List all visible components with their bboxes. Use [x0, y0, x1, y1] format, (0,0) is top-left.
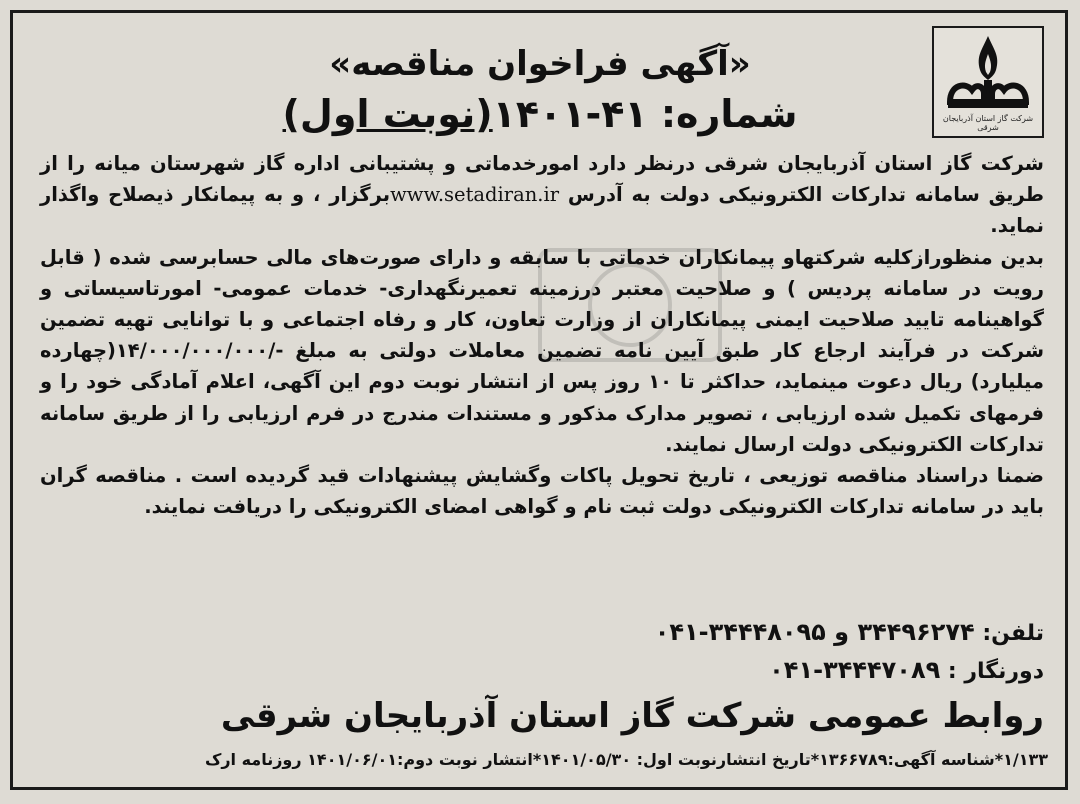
tender-round: (نوبت اول)	[282, 92, 493, 136]
paragraph-invitation: بدین منظورازکلیه شرکتهاو پیمانکاران خدماتی با سابقه و دارای صورت‌های مالی حسابرسی شده ( قابل رویت در سامانه پردیس ) و صلاحیت معتبر درزمینه تعمیرنگهداری- خدمات عمومی- امورتاسیساتی و گواهینامه تایید صلاحیت ایمنی پیمانکاران از وزارت تعاون، کار و رفاه اجتماعی و با توانایی تهیه تضمین شرکت در فرآیند ارجاع کار طبق آیین نامه تضمین معاملات دولتی به مبلغ -/۱۴/۰۰۰/۰۰۰/۰۰۰(چهارده میلیارد) ریال دعوت مینماید، حداکثر تا ۱۰ روز پس از انتشار نوبت دوم این آگهی، اعلام آمادگی خود را و فرمهای تکمیل شده ارزیابی ، تصویر مدارک مذکور و مستندات مندرج در فرم ارزیابی را از طریق سامانه تدارکات الکترونیکی دولت ارسال نمایند.	[40, 245, 1044, 456]
fax-label: دورنگار :	[947, 659, 1044, 684]
company-logo	[932, 26, 1044, 138]
paragraph-notes: ضمنا دراسناد مناقصه توزیعی ، تاریخ تحویل پاکات وگشایش پیشنهادات قید گردیده است . مناقصه گران باید در سامانه تدارکات الکترونیکی دولت ثبت نام و گواهی امضای الکترونیکی را دریافت نمایند.	[40, 464, 1044, 519]
publication-meta: ۱/۱۳۳*شناسه آگهی:۱۳۶۶۷۸۹*تاریخ انتشارنوبت اول: ۱۴۰۱/۰۵/۳۰*انتشار نوبت دوم:۱۴۰۱/۰۶/۰۱ روزنامه ارک	[204, 750, 1048, 769]
ad-title: «آگهی فراخوان مناقصه»	[329, 44, 751, 84]
tender-number	[250, 92, 830, 136]
intro-text: شرکت گاز استان آذربایجان شرقی درنظر دارد امورخدماتی و پشتیبانی اداره گاز شهرستان میانه را از طریق سامانه تدارکات الکترونیکی دولت به آدرس	[40, 152, 1044, 207]
intro-text-end: برگزار ، و به پیمانکار ذیصلاح واگذار نماید.	[40, 183, 1044, 238]
fax-value: ۳۴۴۴۷۰۸۹-۰۴۱	[769, 656, 941, 684]
tender-number-label: شماره: ۴۱-۱۴۰۱	[492, 92, 798, 136]
gas-flame-logo-icon	[942, 32, 1034, 118]
publisher-name: روابط عمومی شرکت گاز استان آذربایجان شرقی	[220, 696, 1044, 736]
phone-label: تلفن:	[982, 621, 1044, 646]
contact-info	[40, 614, 1044, 690]
setad-url: www.setadiran.ir	[390, 183, 560, 207]
ad-body	[40, 148, 1044, 522]
paragraph-intro	[40, 148, 1044, 242]
phone-value: ۳۴۴۹۶۲۷۴ و ۳۴۴۴۸۰۹۵-۰۴۱	[654, 618, 975, 646]
phone-line	[40, 614, 1044, 652]
logo-caption: شرکت گاز استان آذربایجان شرقی	[942, 114, 1034, 132]
fax-line	[40, 652, 1044, 690]
